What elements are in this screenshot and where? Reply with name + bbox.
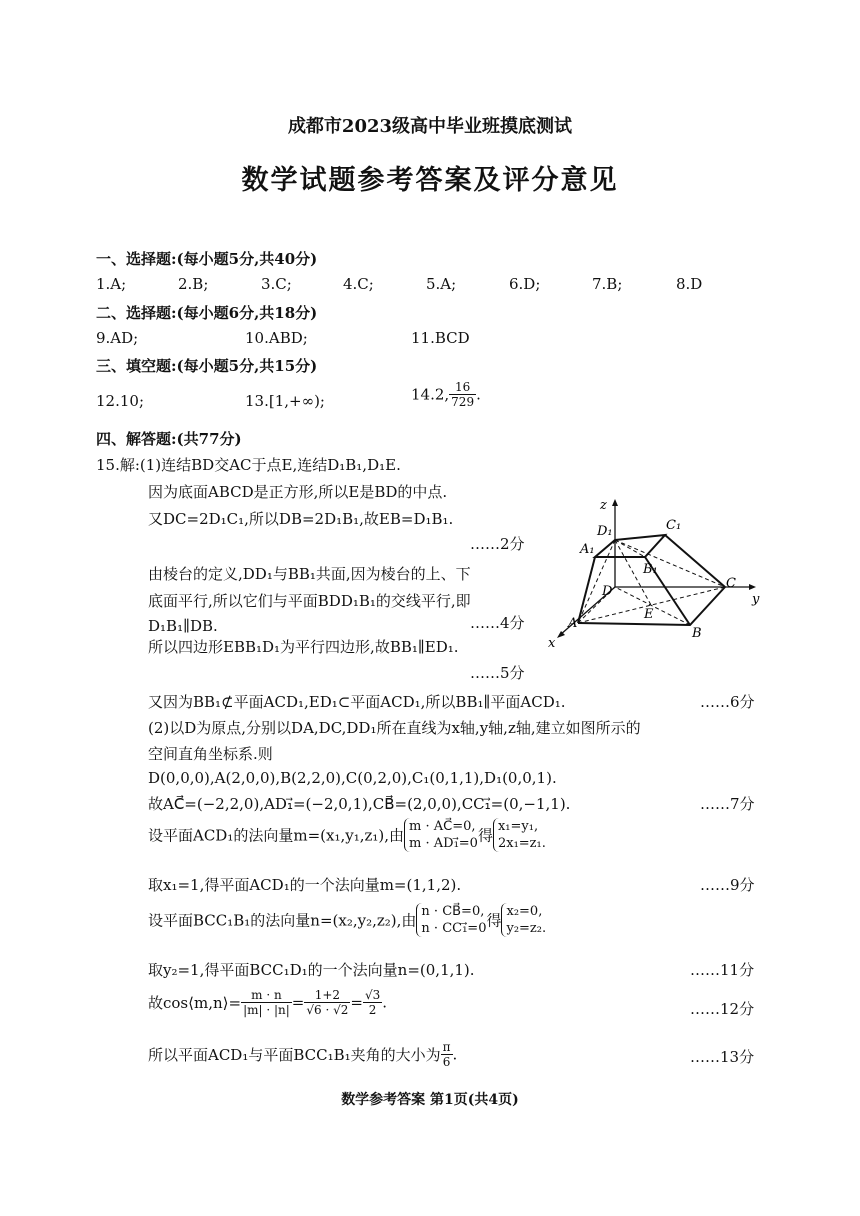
solution-line: 15.解:(1)连结BD交AC于点E,连结D₁B₁,D₁E. (96, 456, 401, 474)
document-subtitle: 成都市2023级高中毕业班摸底测试 (287, 116, 573, 137)
numerator: 1+2 (304, 988, 350, 1003)
label-y: y (752, 592, 760, 607)
equation-system (416, 903, 486, 937)
answer-9: 9.AD; (96, 329, 139, 347)
solution-line: 取x₁=1,得平面ACD₁的一个法向量m=(1,1,2). (148, 876, 462, 894)
equation: n · CB⃗=0, (421, 904, 485, 919)
solution-line: 底面平行,所以它们与平面BDD₁B₁的交线平行,即 (148, 592, 471, 610)
answer-2: 2.B; (178, 275, 209, 293)
normal-vector-n-line (148, 903, 546, 937)
denominator: √6 · √2 (306, 1003, 349, 1017)
equals: = (291, 993, 305, 1012)
section1-heading: 一、选择题:(每小题5分,共40分) (96, 250, 318, 268)
numerator: m · n (241, 988, 292, 1003)
label-A: A (568, 616, 578, 631)
score-mark: ……11分 (690, 961, 755, 979)
fraction (304, 988, 350, 1017)
answer-12: 12.10; (96, 392, 144, 410)
label-z: z (600, 498, 607, 513)
solution-line: 所以四边形EBB₁D₁为平行四边形,故BB₁∥ED₁. (148, 638, 459, 656)
lateral-edge (578, 557, 595, 623)
score-mark: ……9分 (700, 876, 755, 894)
score-mark: ……5分 (470, 664, 525, 682)
segment-D1C (615, 540, 725, 587)
label-D: D (602, 584, 613, 599)
cosine-line (148, 988, 387, 1017)
answer-3: 3.C; (261, 275, 292, 293)
score-mark: ……13分 (690, 1048, 755, 1066)
fraction (441, 1040, 453, 1069)
answer-8: 8.D (676, 275, 703, 293)
answer-11: 11.BCD (411, 329, 470, 347)
answer-14-numerator: 16 (449, 380, 476, 395)
score-mark: ……6分 (700, 693, 755, 711)
solution-line: 因为底面ABCD是正方形,所以E是BD的中点. (148, 483, 448, 501)
equation: y₂=z₂. (506, 921, 547, 936)
denominator: 2 (368, 1003, 377, 1017)
denominator: |m| · |n| (243, 1003, 290, 1017)
answer-14-prefix: 14.2, (411, 385, 450, 404)
solution-text: 故cos⟨m,n⟩= (148, 994, 242, 1012)
answer-14 (411, 380, 481, 409)
label-C1: C₁ (666, 518, 682, 533)
label-B1: B₁ (643, 562, 658, 577)
section3-heading: 三、填空题:(每小题5分,共15分) (96, 357, 318, 375)
solution-text: 得 (486, 911, 502, 930)
denominator: 6 (442, 1055, 451, 1069)
equation: m · AD₁⃗=0 (409, 836, 478, 851)
answer-5: 5.A; (426, 275, 457, 293)
solution-line: D(0,0,0),A(2,0,0),B(2,2,0),C(0,2,0),C₁(0,1,1),D₁(0,0,1). (148, 769, 557, 787)
y-axis-arrow (749, 584, 756, 590)
label-E: E (644, 607, 654, 622)
equation: 2x₁=z₁. (497, 836, 546, 851)
equation: n · CC₁⃗=0 (421, 921, 487, 936)
solution-line: 取y₂=1,得平面BCC₁D₁的一个法向量n=(0,1,1). (148, 961, 475, 979)
frustum-figure (540, 495, 770, 655)
score-mark: ……4分 (470, 614, 525, 632)
numerator: π (442, 1040, 451, 1054)
solution-line: 空间直角坐标系.则 (148, 745, 273, 763)
label-x: x (548, 636, 556, 651)
label-C: C (726, 576, 736, 591)
period: . (452, 1045, 458, 1064)
fraction (363, 988, 382, 1017)
equation-system (493, 818, 546, 852)
equation: m · AC⃗=0, (409, 819, 476, 834)
document-title: 数学试题参考答案及评分意见 (241, 165, 619, 196)
answer-4: 4.C; (343, 275, 374, 293)
answer-6: 6.D; (509, 275, 541, 293)
solution-line: 又DC=2D₁C₁,所以DB=2D₁B₁,故EB=D₁B₁. (148, 510, 454, 528)
numerator: √3 (364, 988, 381, 1002)
equation: x₁=y₁, (497, 819, 539, 834)
answer-14-period: . (476, 385, 481, 404)
answer-14-fraction (449, 380, 476, 409)
section4-heading: 四、解答题:(共77分) (96, 430, 242, 448)
page-footer: 数学参考答案 第1页(共4页) (341, 1092, 519, 1108)
label-A1: A₁ (580, 542, 595, 557)
answer-1: 1.A; (96, 275, 127, 293)
z-axis-arrow (612, 499, 618, 506)
solution-text: 得 (477, 826, 493, 845)
score-mark: ……7分 (700, 795, 755, 813)
solution-text: 设平面BCC₁B₁的法向量n=(x₂,y₂,z₂),由 (148, 911, 417, 930)
equation-system (404, 818, 478, 852)
solution-text: 所以平面ACD₁与平面BCC₁B₁夹角的大小为 (148, 1046, 441, 1064)
equals: = (350, 993, 363, 1012)
answer-13: 13.[1,+∞); (245, 392, 325, 410)
solution-text: 设平面ACD₁的法向量m=(x₁,y₁,z₁),由 (148, 826, 405, 845)
answer-10: 10.ABD; (245, 329, 308, 347)
solution-line: D₁B₁∥DB. (148, 617, 218, 635)
score-mark: ……12分 (690, 1000, 755, 1018)
answer-14-denominator: 729 (451, 395, 475, 409)
equation: x₂=0, (506, 904, 543, 919)
fraction (241, 988, 292, 1017)
label-B: B (692, 626, 702, 641)
solution-line: (2)以D为原点,分别以DA,DC,DD₁所在直线为x轴,y轴,z轴,建立如图所示的 (148, 719, 641, 737)
solution-line: 又因为BB₁⊄平面ACD₁,ED₁⊂平面ACD₁,所以BB₁∥平面ACD₁. (148, 693, 566, 711)
period: . (382, 993, 388, 1012)
lateral-edge (665, 535, 725, 587)
label-D1: D₁ (597, 524, 613, 539)
conclusion-line (148, 1040, 457, 1069)
score-mark: ……2分 (470, 535, 525, 553)
answer-7: 7.B; (592, 275, 623, 293)
section2-heading: 二、选择题:(每小题6分,共18分) (96, 304, 318, 322)
normal-vector-m-line (148, 818, 546, 852)
solution-line: 由棱台的定义,DD₁与BB₁共面,因为棱台的上、下 (148, 565, 471, 583)
solution-line: 故AC⃗=(−2,2,0),AD₁⃗=(−2,0,1),CB⃗=(2,0,0),CC₁⃗=(0,−1,1). (148, 795, 571, 813)
equation-system (501, 903, 546, 937)
